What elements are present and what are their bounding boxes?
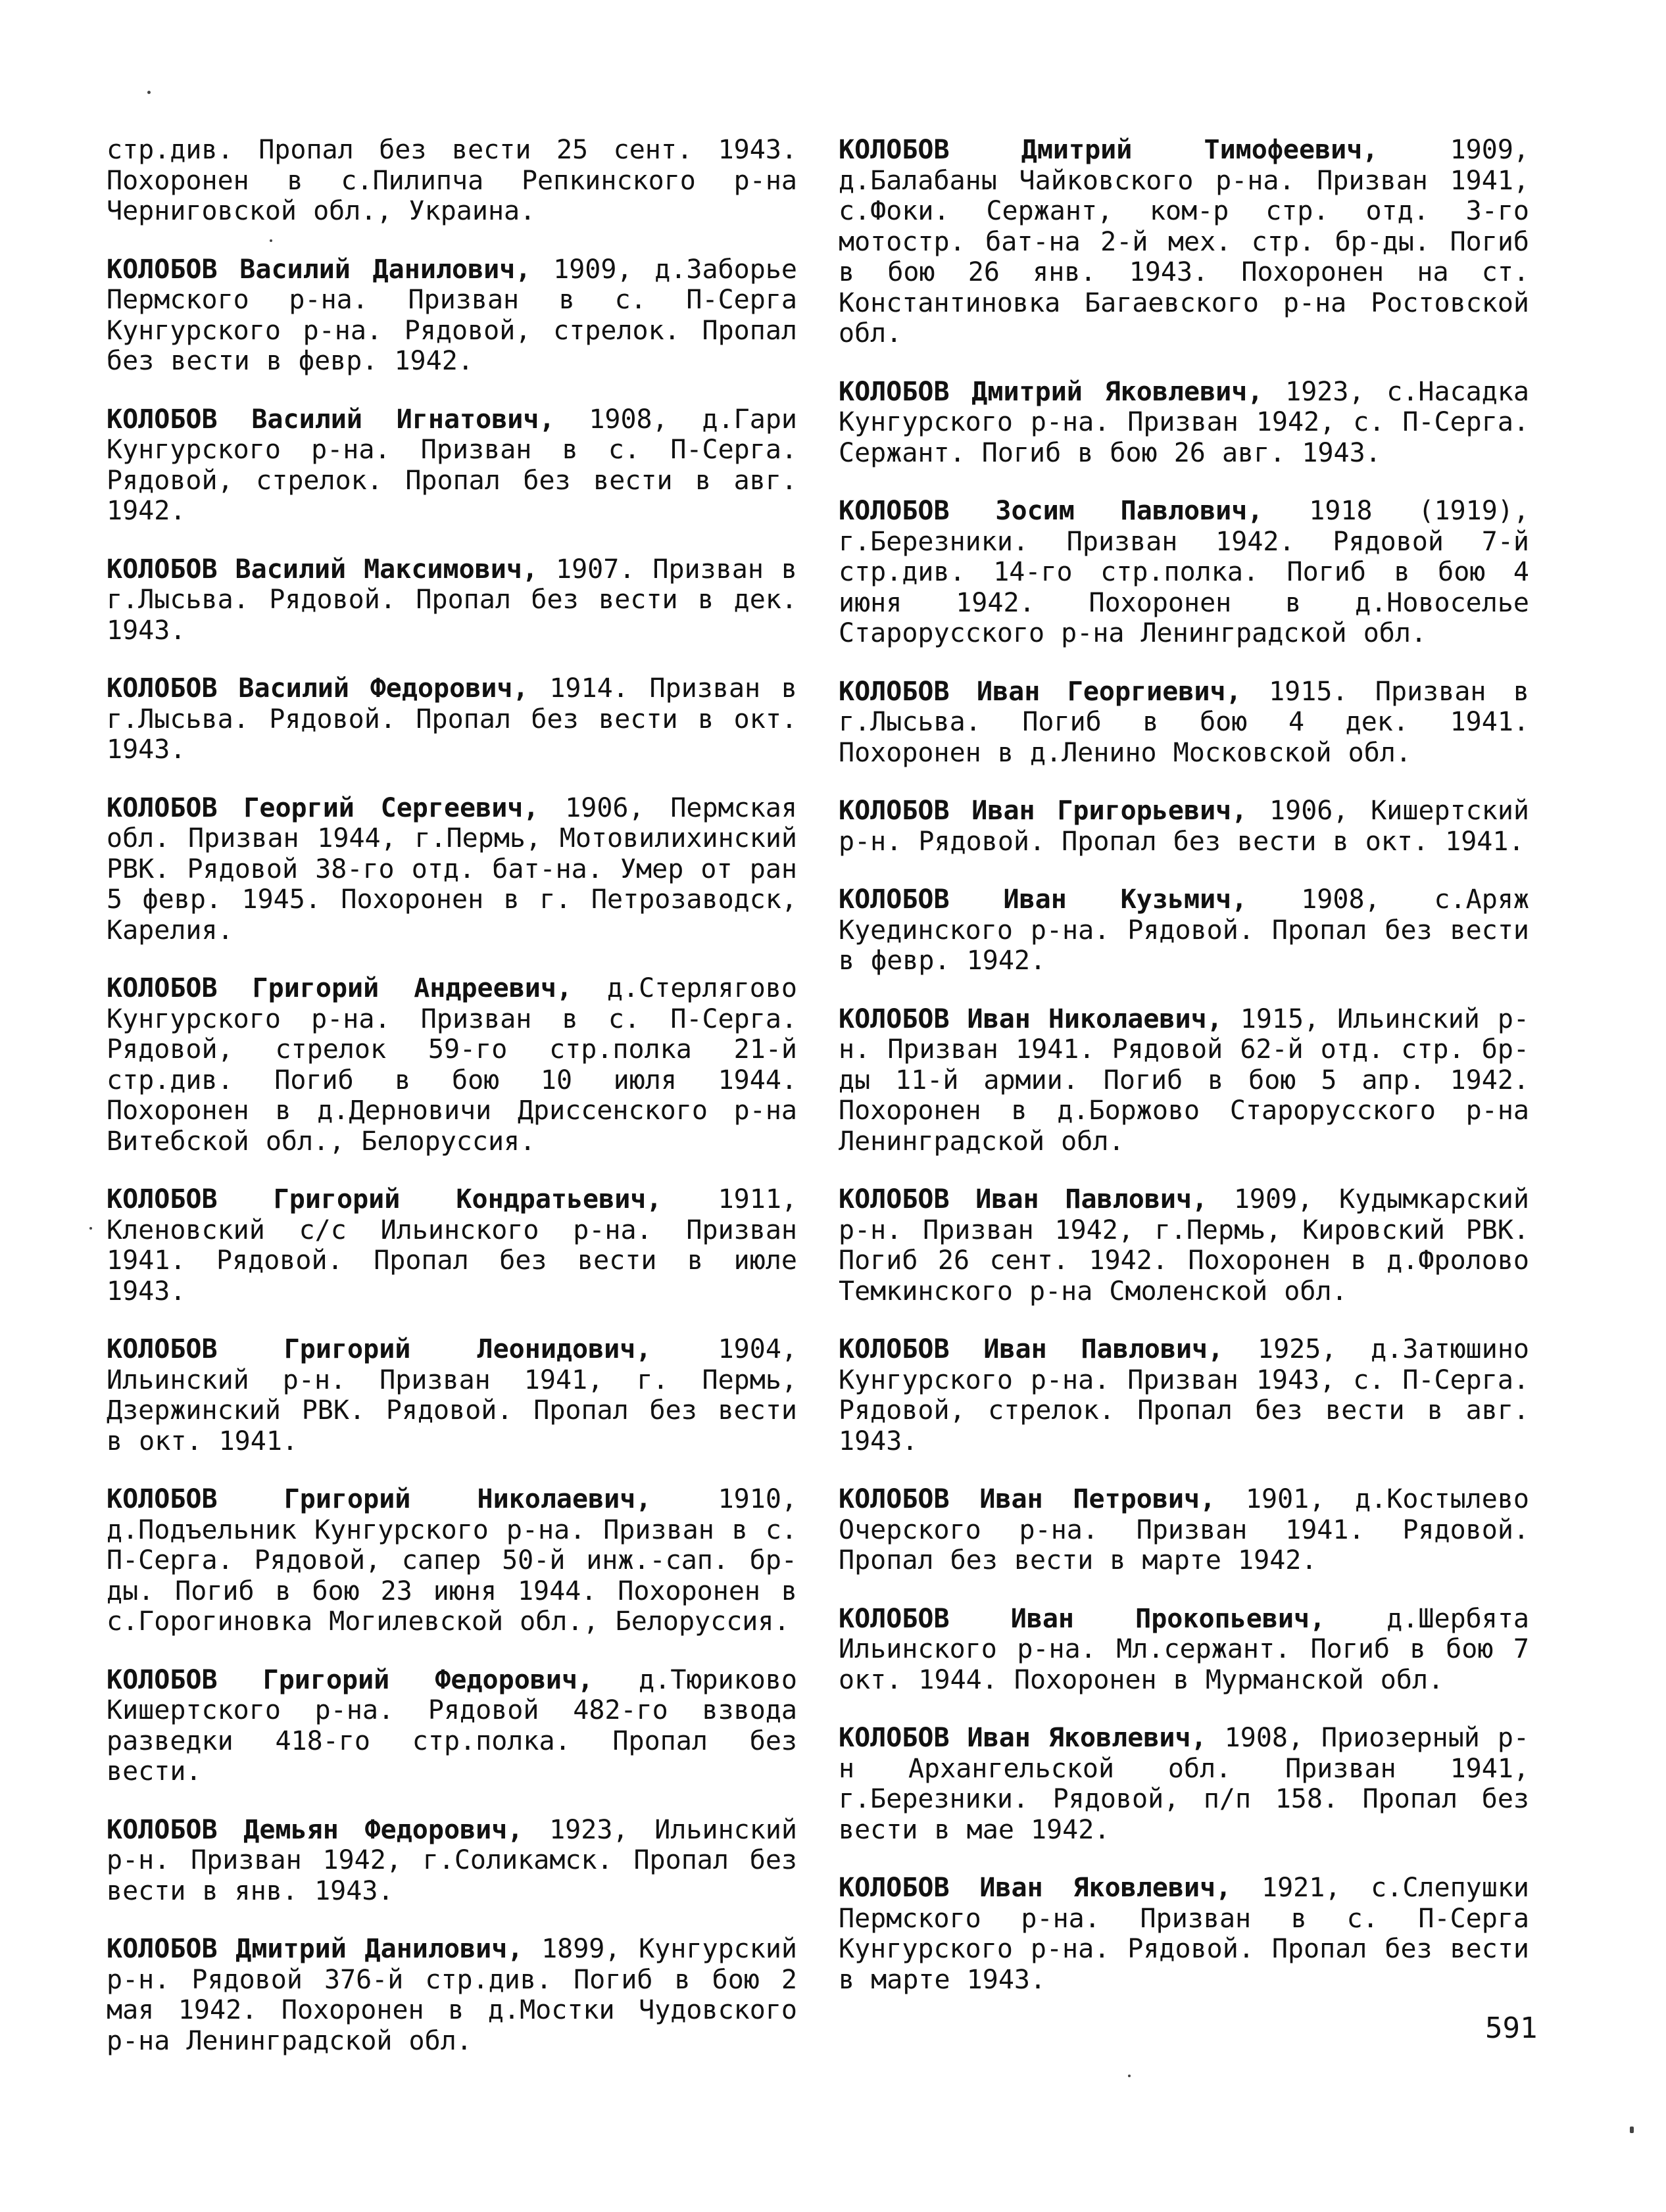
- entry: [107, 554, 797, 646]
- entry: [107, 1484, 797, 1637]
- entry: [107, 404, 797, 527]
- entry-name: КОЛОБОВ Зосим Павлович,: [839, 496, 1263, 526]
- entry: [107, 1665, 797, 1787]
- entry-text: 1899, Кунгурский р-н. Рядовой 376-й стр.див. Погиб в бою 2 мая 1942. Похоронен в д.Мостки Чудовского р-на Ленинградской обл.: [107, 1934, 797, 2056]
- entry: [839, 496, 1529, 649]
- left-column: [107, 135, 797, 2084]
- entry-name: КОЛОБОВ Георгий Сергеевич,: [107, 792, 539, 823]
- entry: [839, 1184, 1529, 1307]
- entry-name: КОЛОБОВ Василий Данилович,: [107, 254, 531, 285]
- page-number: 591: [1485, 2011, 1538, 2045]
- entry: [839, 677, 1529, 769]
- entry-text: 1907. Призван в г.Лысьва. Рядовой. Пропал без вести в дек. 1943.: [107, 554, 797, 646]
- entry-text: 1909, Кудымкарский р-н. Призван 1942, г.Пермь, Кировский РВК. Погиб 26 сент. 1942. Похоронен в д.Фролово Темкинского р-на Смоленской обл.: [839, 1184, 1529, 1307]
- entry-text: 1908, д.Гари Кунгурского р-на. Призван в с. П-Серга. Рядовой, стрелок. Пропал без вести в авг. 1942.: [107, 404, 797, 526]
- entry-text: 1909, д.Заборье Пермского р-на. Призван в с. П-Серга Кунгурского р-на. Рядовой, стрелок. Пропал без вести в февр. 1942.: [107, 254, 797, 376]
- entry-name: КОЛОБОВ Григорий Леонидович,: [107, 1334, 652, 1364]
- entry: [839, 377, 1529, 469]
- print-speck: [270, 239, 272, 242]
- entry-name: КОЛОБОВ Иван Прокопьевич,: [839, 1603, 1326, 1634]
- entry: [107, 973, 797, 1157]
- entry-text: 1923, Ильинский р-н. Призван 1942, г.Соликамск. Пропал без вести в янв. 1943.: [107, 1814, 797, 1906]
- entry-text: 1906, Кишертский р-н. Рядовой. Пропал без вести в окт. 1941.: [839, 796, 1529, 857]
- entry-text: д.Тюриково Кишертского р-на. Рядовой 482-го взвода разведки 418-го стр.полка. Пропал без вести.: [107, 1664, 797, 1787]
- entry-name: КОЛОБОВ Иван Яковлевич,: [839, 1873, 1232, 1903]
- entry-text: 1918 (1919), г.Березники. Призван 1942. Рядовой 7-й стр.див. 14-го стр.полка. Погиб в бою 4 июня 1942. Похоронен в д.Новоселье Старорусского р-на Ленинградской обл.: [839, 496, 1529, 648]
- entry-text: д.Шербята Ильинского р-на. Мл.сержант. Погиб в бою 7 окт. 1944. Похоронен в Мурманской обл.: [839, 1603, 1529, 1695]
- entry-name: КОЛОБОВ Григорий Федорович,: [107, 1664, 594, 1695]
- entry: [107, 1184, 797, 1307]
- entry-name: КОЛОБОВ Демьян Федорович,: [107, 1814, 524, 1845]
- entry-text: стр.див. Пропал без вести 25 сент. 1943. Похоронен в с.Пилипча Репкинского р-на Черниговской обл., Украина.: [107, 135, 797, 226]
- entry-text: 1915, Ильинский р-н. Призван 1941. Рядовой 62-й отд. стр. бр-ды 11-й армии. Погиб в бою 5 апр. 1942. Похоронен в д.Боржово Старорусского р-на Ленинградской обл.: [839, 1003, 1529, 1157]
- entry-name: КОЛОБОВ Иван Георгиевич,: [839, 676, 1242, 707]
- entry-text: 1908, Приозерный р-н Архангельской обл. Призван 1941, г.Березники. Рядовой, п/п 158. Пропал без вести в мае 1942.: [839, 1723, 1529, 1845]
- entry-name: КОЛОБОВ Василий Федорович,: [107, 673, 529, 704]
- entry-name: КОЛОБОВ Иван Григорьевич,: [839, 796, 1248, 826]
- entry-name: КОЛОБОВ Василий Максимович,: [107, 554, 538, 585]
- entry-name: КОЛОБОВ Иван Кузьмич,: [839, 884, 1248, 915]
- entry-name: КОЛОБОВ Дмитрий Данилович,: [107, 1934, 524, 1964]
- entry: [839, 1604, 1529, 1696]
- entry: [839, 1484, 1529, 1576]
- entry-text: 1925, д.Затюшино Кунгурского р-на. Призван 1943, с. П-Серга. Рядовой, стрелок. Пропал без вести в авг. 1943.: [839, 1334, 1529, 1456]
- entry: [839, 1004, 1529, 1157]
- entry: [839, 796, 1529, 857]
- entry-name: КОЛОБОВ Иван Николаевич,: [839, 1003, 1223, 1034]
- entry-name: КОЛОБОВ Дмитрий Яковлевич,: [839, 376, 1263, 407]
- entry: [839, 1873, 1529, 1995]
- entry-name: КОЛОБОВ Григорий Кондратьевич,: [107, 1184, 662, 1214]
- entry-text: 1914. Призван в г.Лысьва. Рядовой. Пропал без вести в окт. 1943.: [107, 673, 797, 765]
- entry-text: 1910, д.Подъельник Кунгурского р-на. Призван в с. П-Серга. Рядовой, сапер 50-й инж.-сап. бр-ды. Погиб в бою 23 июня 1944. Похоронен в с.Горогиновка Могилевской обл., Белоруссия.: [107, 1484, 797, 1637]
- entry-text: 1921, с.Слепушки Пермского р-на. Призван в с. П-Серга Кунгурского р-на. Рядовой. Пропал без вести в марте 1943.: [839, 1873, 1530, 1995]
- entry-name: КОЛОБОВ Иван Петрович,: [839, 1484, 1216, 1514]
- entry: [839, 884, 1529, 976]
- entry: [107, 1334, 797, 1456]
- entry-text: 1906, Пермская обл. Призван 1944, г.Пермь, Мотовилихинский РВК. Рядовой 38-го отд. бат-на. Умер от ран 5 февр. 1945. Похоронен в г. Петрозаводск, Карелия.: [107, 792, 797, 946]
- entry-text: 1904, Ильинский р-н. Призван 1941, г. Пермь, Дзержинский РВК. Рядовой. Пропал без вести в окт. 1941.: [107, 1334, 797, 1456]
- entry: [107, 135, 797, 227]
- print-speck: [1128, 2075, 1131, 2077]
- entry: [107, 254, 797, 377]
- entry-name: КОЛОБОВ Иван Павлович,: [839, 1184, 1208, 1214]
- entry-text: 1901, д.Костылево Очерского р-на. Призван 1941. Рядовой. Пропал без вести в марте 1942.: [839, 1484, 1529, 1575]
- entry-text: 1909, д.Балабаны Чайковского р-на. Призван 1941, с.Фоки. Сержант, ком-р стр. отд. 3-го мотостр. бат-на 2-й мех. стр. бр-ды. Погиб в бою 26 янв. 1943. Похоронен на ст. Константиновка Багаевского р-на Ростовской обл.: [839, 135, 1529, 349]
- entry: [839, 135, 1529, 349]
- entry-text: д.Стерлягово Кунгурского р-на. Призван в с. П-Серга. Рядовой, стрелок 59-го стр.полка 21-й стр.див. Погиб в бою 10 июля 1944. Похоронен в д.Дерновичи Дриссенского р-на Витебской обл., Белоруссия.: [107, 973, 797, 1157]
- entry-name: КОЛОБОВ Василий Игнатович,: [107, 404, 555, 435]
- entry-text: 1908, с.Аряж Куединского р-на. Рядовой. Пропал без вести в февр. 1942.: [839, 884, 1529, 976]
- entry: [839, 1723, 1529, 1845]
- entry-name: КОЛОБОВ Иван Павлович,: [839, 1334, 1224, 1364]
- print-speck: [1630, 2127, 1634, 2133]
- entry-text: 1915. Призван в г.Лысьва. Погиб в бою 4 дек. 1941. Похоронен в д.Ленино Московской обл.: [839, 676, 1530, 768]
- entry: [839, 1334, 1529, 1456]
- entry: [107, 1815, 797, 1907]
- print-speck: [89, 1227, 92, 1230]
- entry-name: КОЛОБОВ Иван Яковлевич,: [839, 1723, 1207, 1753]
- entry-name: КОЛОБОВ Дмитрий Тимофеевич,: [839, 135, 1379, 165]
- right-column: [839, 135, 1529, 2023]
- entry-name: КОЛОБОВ Григорий Николаевич,: [107, 1484, 652, 1514]
- entry: [107, 673, 797, 765]
- entry-text: 1911, Кленовский с/с Ильинского р-на. Призван 1941. Рядовой. Пропал без вести в июле 1943.: [107, 1184, 797, 1307]
- entry: [107, 793, 797, 946]
- print-speck: [147, 91, 151, 94]
- entry-name: КОЛОБОВ Григорий Андреевич,: [107, 973, 573, 1003]
- entry: [107, 1934, 797, 2056]
- entry-text: 1923, с.Насадка Кунгурского р-на. Призван 1942, с. П-Серга. Сержант. Погиб в бою 26 авг. 1943.: [839, 376, 1529, 468]
